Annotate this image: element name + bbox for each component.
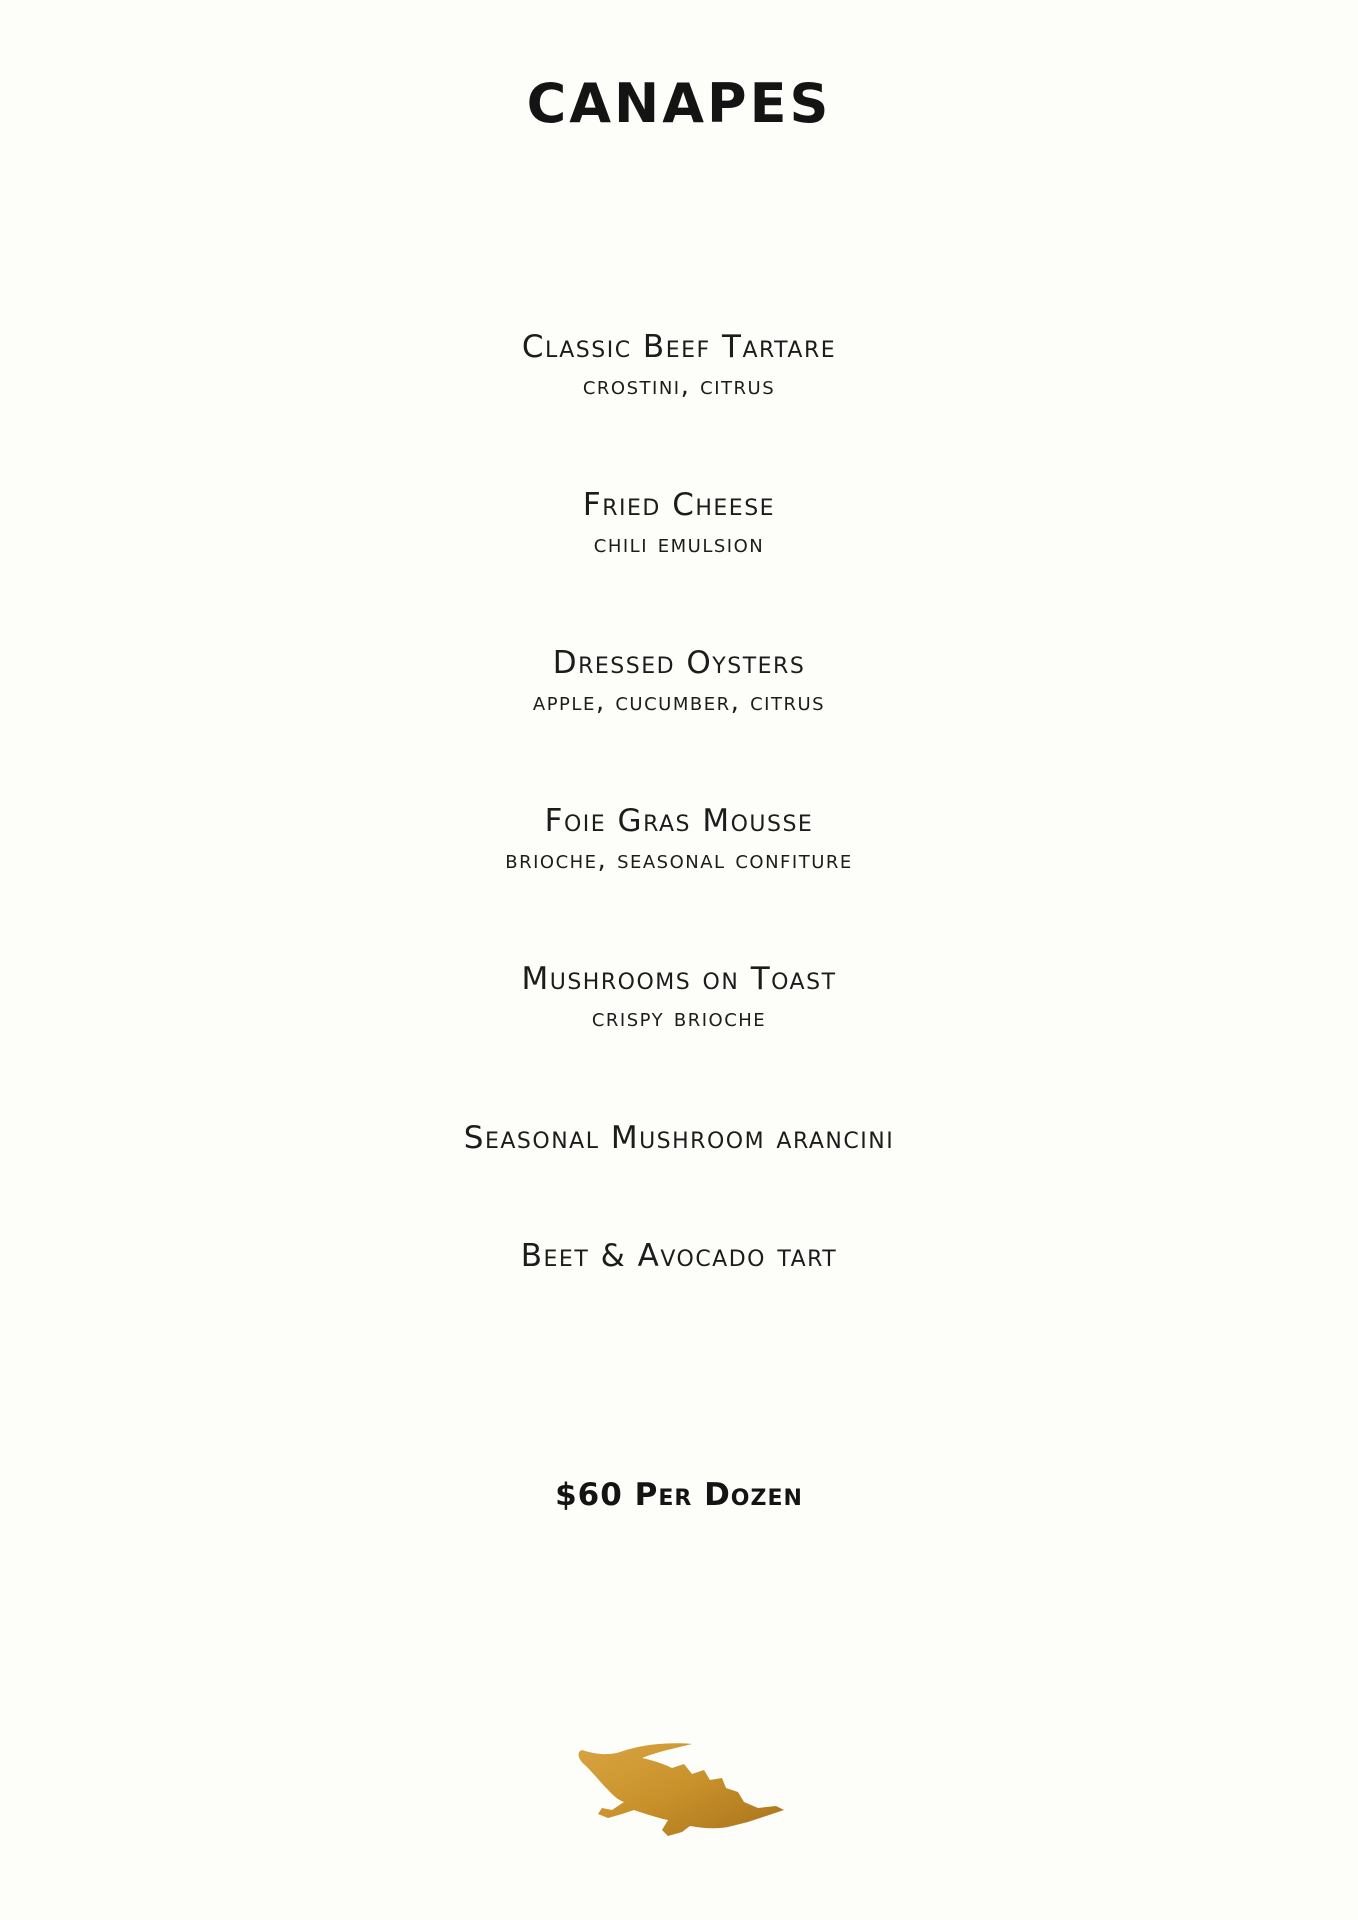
menu-item-foie-gras [0, 801, 1358, 879]
item-description: apple, cucumber, citrus [532, 687, 826, 717]
menu-item-arancini [0, 1118, 1358, 1158]
menu-item-beet-tart [0, 1236, 1358, 1276]
page-title: CANAPES [526, 72, 832, 135]
item-name: Dressed Oysters [552, 645, 806, 681]
item-description: crostini, citrus [582, 371, 776, 401]
menu-item-fried-cheese [0, 485, 1358, 563]
item-description: crispy brioche [591, 1003, 767, 1033]
menu-item-mushrooms-toast [0, 959, 1358, 1037]
item-name: Fried Cheese [582, 487, 776, 523]
item-name: Mushrooms on Toast [521, 961, 837, 997]
menu-item-dressed-oysters [0, 643, 1358, 721]
item-name: Foie Gras Mousse [544, 803, 814, 839]
item-name: Classic Beef Tartare [521, 329, 837, 365]
price-label: $60 Per Dozen [555, 1477, 803, 1513]
item-description: chili emulsion [593, 529, 765, 559]
item-name: Seasonal Mushroom arancini [463, 1120, 895, 1156]
menu-item-beef-tartare [0, 327, 1358, 405]
crocodile-icon [572, 1738, 792, 1848]
item-description: brioche, seasonal confiture [505, 845, 853, 875]
item-name: Beet & Avocado tart [520, 1238, 838, 1274]
